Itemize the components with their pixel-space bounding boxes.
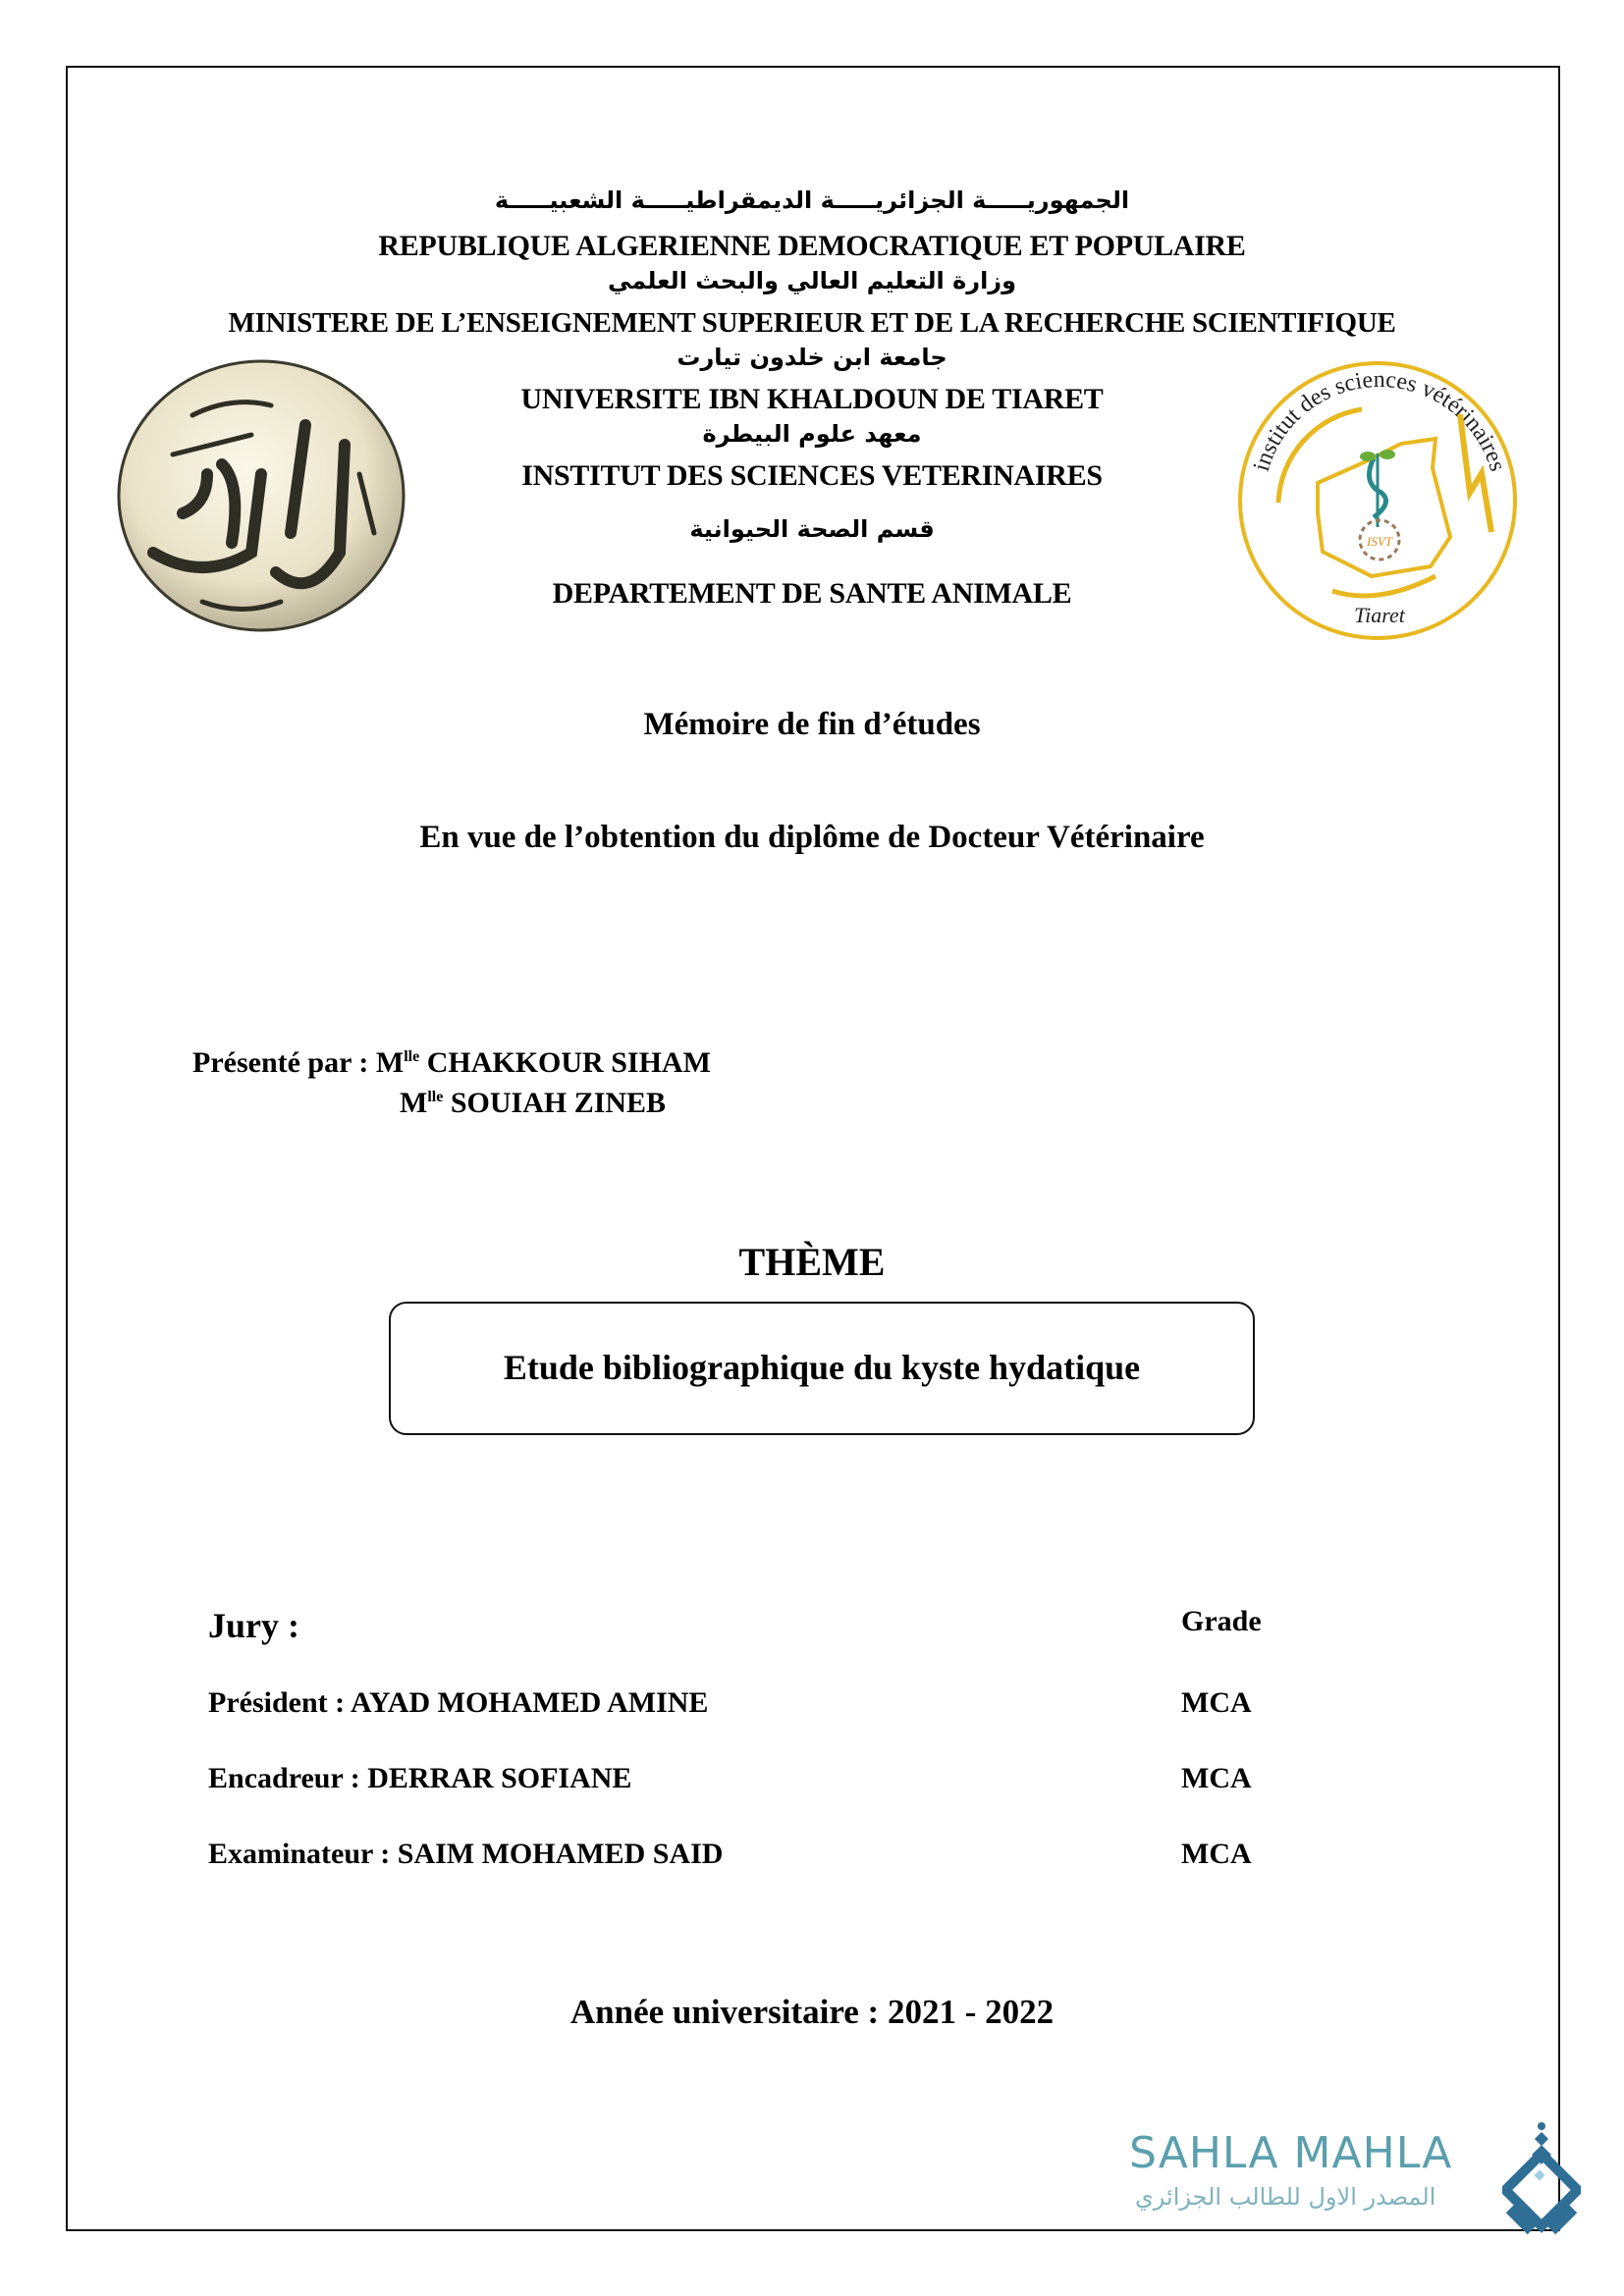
university-arabic: جامعة ابن خلدون تيارت <box>677 344 947 371</box>
university-seal-icon <box>114 356 408 636</box>
svg-text:institut des sciences vétérina: institut des sciences vétérinaires <box>1248 366 1511 475</box>
watermark-brand: SAHLA MAHLA <box>1129 2128 1453 2178</box>
grade-header: Grade <box>1181 1605 1262 1637</box>
presenter-name: SOUIAH ZINEB <box>443 1087 667 1119</box>
theme-title: Etude bibliographique du kyste hydatique <box>503 1348 1141 1387</box>
institute-arabic: معهد علوم البيطرة <box>702 420 922 448</box>
document-purpose: En vue de l’obtention du diplôme de Docteur Vétérinaire <box>419 820 1205 855</box>
jury-member-grade: MCA <box>1181 1686 1252 1719</box>
ministry-french: MINISTERE DE L’ENSEIGNEMENT SUPERIEUR ET DE LA RECHERCHE SCIENTIFIQUE <box>228 307 1396 339</box>
document-type: Mémoire de fin d’études <box>643 707 981 742</box>
institute-logo-icon <box>1224 355 1531 642</box>
academic-year: Année universitaire : 2021 - 2022 <box>569 1993 1055 2031</box>
department-arabic: قسم الصحة الحيوانية <box>689 515 935 543</box>
watermark-tagline: المصدر الاول للطالب الجزائري <box>1135 2183 1436 2211</box>
svg-text:ISVT: ISVT <box>1367 534 1392 549</box>
jury-label: Jury : <box>208 1606 299 1645</box>
republic-arabic: الجمهوريـــــة الجزائريـــــة الديمقراطيـــــة الشعبيـــــة <box>494 187 1130 214</box>
institute-french: INSTITUT DES SCIENCES VETERINAIRES <box>521 459 1103 492</box>
ministry-arabic: وزارة التعليم العالي والبحث العلمي <box>607 267 1017 294</box>
presenter-line-2: $M^{lle}$ SOUIAH ZINEB <box>400 1087 667 1119</box>
presenter-name: CHAKKOUR SIHAM <box>419 1046 711 1079</box>
university-french: UNIVERSITE IBN KHALDOUN DE TIARET <box>520 383 1104 415</box>
department-french: DEPARTEMENT DE SANTE ANIMALE <box>552 577 1072 610</box>
jury-member-role: Examinateur : SAIM MOHAMED SAID <box>208 1838 724 1870</box>
presenter-title: M <box>375 1046 405 1079</box>
presenter-line-1: Présenté par : $M^{lle}$ CHAKKOUR SIHAM <box>192 1046 711 1079</box>
jury-member-grade: MCA <box>1181 1762 1252 1794</box>
jury-member-role: Encadreur : DERRAR SOFIANE <box>208 1762 632 1794</box>
sahla-mahla-logo-icon <box>1502 2120 1581 2253</box>
jury-member-grade: MCA <box>1181 1838 1252 1870</box>
republic-french: REPUBLIQUE ALGERIENNE DEMOCRATIQUE ET POPULAIRE <box>378 230 1246 262</box>
presenter-title: M <box>400 1087 428 1119</box>
theme-label: THÈME <box>738 1240 886 1284</box>
presenter-label: Présenté par : <box>192 1046 376 1079</box>
jury-member-role: Président : AYAD MOHAMED AMINE <box>208 1686 709 1719</box>
svg-text:Tiaret: Tiaret <box>1354 603 1405 627</box>
theme-box <box>389 1302 1255 1435</box>
